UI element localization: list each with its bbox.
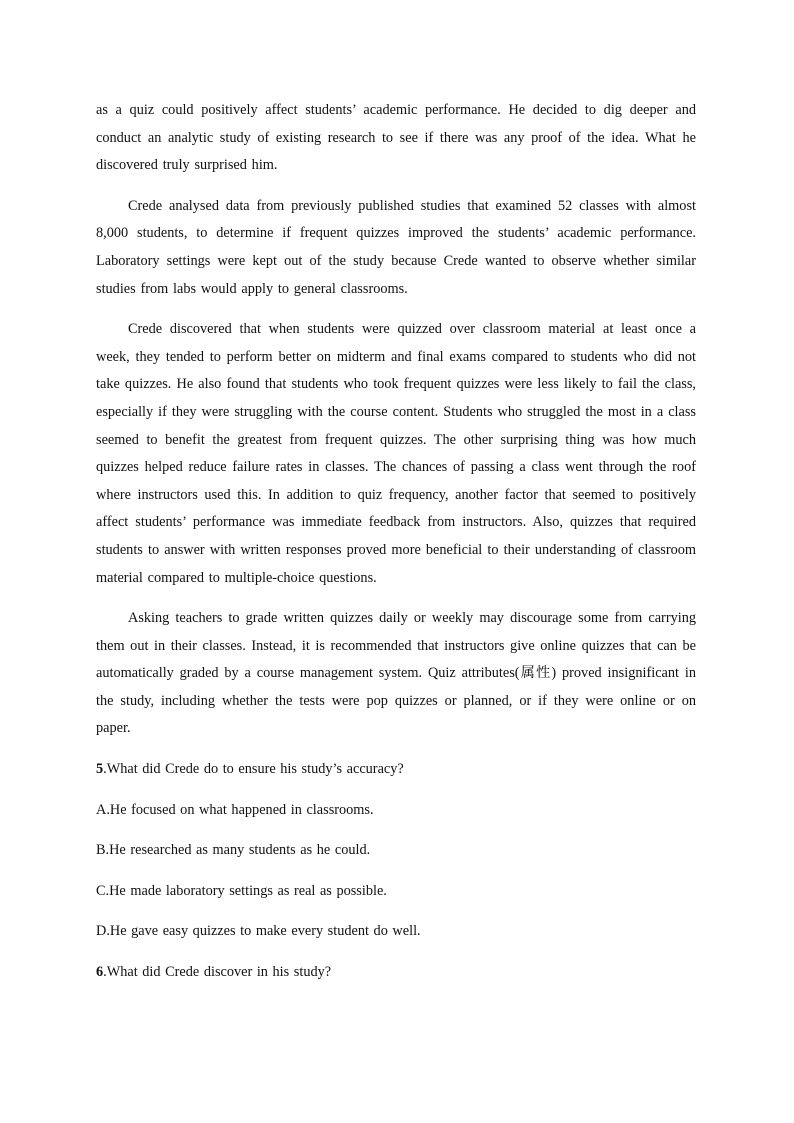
question-number: 5 xyxy=(96,761,104,778)
question-5-option-c: C.He made laboratory settings as real as possible. xyxy=(96,882,387,899)
question-text: .What did Crede do to ensure his study’s accuracy? xyxy=(103,761,404,778)
passage-paragraph-3: Crede discovered that when students were quizzed over classroom material at least once a week, they tended to perform better on midterm and final exams compared to students who did not take quizzes. He also found that students who took frequent quizzes were less likely to fail the class, especially if they were struggling with the course content. Students who struggled the most in a class seemed to benefit the greatest from frequent quizzes. The other surprising thing was how much quizzes helped reduce failure rates in classes. The chances of passing a class went through the roof where instructors used this. In addition to quiz frequency, another factor that seemed to positively affect students’ performance was immediate feedback from instructors. Also, quizzes that required students to answer with written responses proved more beneficial to their understanding of classroom material compared to multiple-choice questions. xyxy=(96,321,696,586)
question-5-option-a: A.He focused on what happened in classrooms. xyxy=(96,801,374,818)
question-5 xyxy=(96,756,696,784)
question-5-option-b: B.He researched as many students as he could. xyxy=(96,842,371,859)
document-content xyxy=(96,97,696,1000)
question-text: .What did Crede discover in his study? xyxy=(103,964,332,981)
question-6 xyxy=(96,959,696,987)
passage-paragraph-4: Asking teachers to grade written quizzes daily or weekly may discourage some from carrying them out in their classes. Instead, it is recommended that instructors give online quizzes that can be automatically graded by a course management system. Quiz attributes(属性) proved insignificant in the study, including whether the tests were pop quizzes or planned, or if they were online or on paper. xyxy=(96,610,696,737)
passage-paragraph-2: Crede analysed data from previously published studies that examined 52 classes with almost 8,000 students, to determine if frequent quizzes improved the students’ academic performance. Laboratory settings were kept out of the study because Crede wanted to observe whether similar studies from labs would apply to general classrooms. xyxy=(96,197,696,297)
passage-paragraph-1: as a quiz could positively affect students’ academic performance. He decided to dig deeper and conduct an analytic study of existing research to see if there was any proof of the idea. What he discovered truly surprised him. xyxy=(96,102,696,174)
question-5-option-d: D.He gave easy quizzes to make every student do well. xyxy=(96,923,421,940)
question-number: 6 xyxy=(96,964,104,981)
